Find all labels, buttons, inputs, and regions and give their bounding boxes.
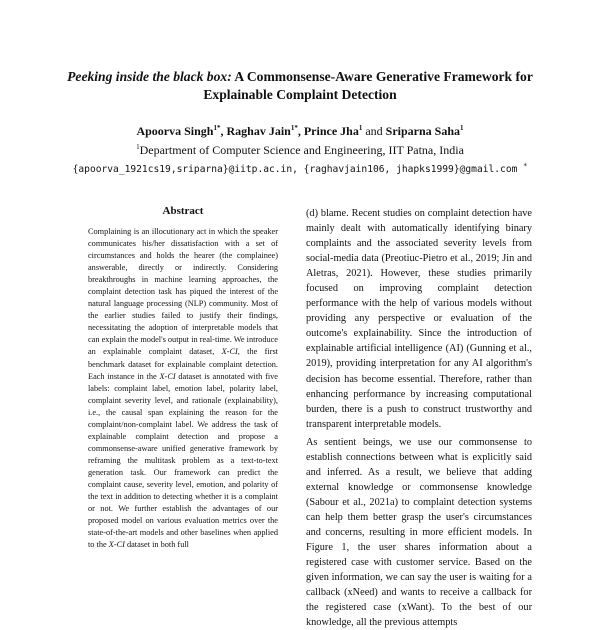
body-column-right [306, 206, 532, 630]
paper-title [60, 68, 540, 104]
abstract-heading: Abstract [162, 205, 204, 217]
author-list: Apoorva Singh$^{1*}$, Raghav Jain$^{1*}$, Prince Jha$^1$ and Sriparna Saha$^1$ [136, 124, 464, 138]
abstract-text: Complaining is an illocutionary act in which the speaker communicates his/her dissatisfaction with a set of circumstances and holds the hearer (the complainee) answerable, directly or indirectly. Considering breakthroughs in machine learning approaches, the complaint detection task has piqued the interest of the natural language processing (NLP) community. Most of the earlier studies failed to justify their findings, necessitating the adoption of interpretable models that can explain the model's output in real-time. We introduce an explainable complaint dataset, X-CI, the first benchmark dataset for explainable complaint detection. Each instance in the X-CI dataset is annotated with five labels: complaint label, emotion label, polarity label, complaint severity level, and rationale (explainability), i.e., the causal span explaining the reason for the complaint/non-complaint label. We address the task of explainable complaint detection and propose a commonsense-aware unified generative framework by reframing the multitask problem as a text-to-text generation task. Our framework can predict the complaint cause, severity level, emotion, and polarity of the text in addition to detecting whether it is a complaint or not. We further establish the advantages of our proposed model on various evaluation metrics over the state-of-the-art models and other baselines when applied to the X-CI dataset in both full [88, 227, 278, 550]
author-mark: 1 [460, 124, 464, 132]
dataset-name: X-CI [159, 371, 176, 381]
author-block [60, 120, 540, 178]
author-name: Sriparna Saha [385, 124, 461, 138]
title-italic: Peeking inside the black box: [67, 69, 232, 84]
body-paragraph: (d) blame. Recent studies on complaint detection have mainly dealt with automatically identifying binary complaints and the associated severity levels from social-media data (Preotiuc-Pietro et al., 2019; Jin and Aletras, 2021). However, these studies primarily focused on improving complaint detection performance with the help of various models without providing any perspective or evaluation of the outcome's explainability. Since the introduction of explainable artificial intelligence (AI) (Gunning et al., 2019), providing interpretation for any AI algorithm's decision has become essential. Therefore, rather than enhancing performance by increasing computational burden, there is a push to construct trustworthy and transparent interpretable models. [306, 208, 532, 430]
author-name: Apoorva Singh [136, 124, 214, 138]
author-name: Prince Jha [303, 124, 359, 138]
affiliation-mark: 1 [136, 143, 140, 151]
author-mark: 1 [358, 124, 363, 132]
dataset-name: X-CI [221, 347, 238, 357]
body-paragraph: As sentient beings, we use our commonsense to establish connections between what is explicitly said and inferred. As a result, we believe that adding external knowledge or commonsense knowledge (Sabour et al., 2021a) to complaint detection systems can help them better grasp the user's circumstances and concerns, resulting in more efficient models. In Figure 1, the user shares information about a registered case with customer service. Based on the given information, we can say the user is waiting for a callback (xNeed) and wants to receive a callback for the registered case (xWant). To the best of our knowledge, all the previous attempts [306, 436, 532, 629]
author-mark: 1* [213, 124, 221, 132]
affiliation: $^1$Department of Computer Science and Engineering, IIT Patna, India [136, 143, 464, 157]
author-name: Raghav Jain [226, 124, 291, 138]
author-emails: {apoorva_1921cs19,sriparna}@iitp.ac.in, {raghavjain106, jhapks1999}@gmail.com * [72, 162, 528, 176]
author-mark: 1* [290, 124, 298, 132]
dataset-name: X-CI [108, 540, 125, 550]
title-rest: A Commonsense-Aware Generative Framework for Explainable Complaint Detection [203, 69, 533, 102]
emails-mark: * [523, 162, 528, 170]
author-and: and [365, 124, 383, 138]
